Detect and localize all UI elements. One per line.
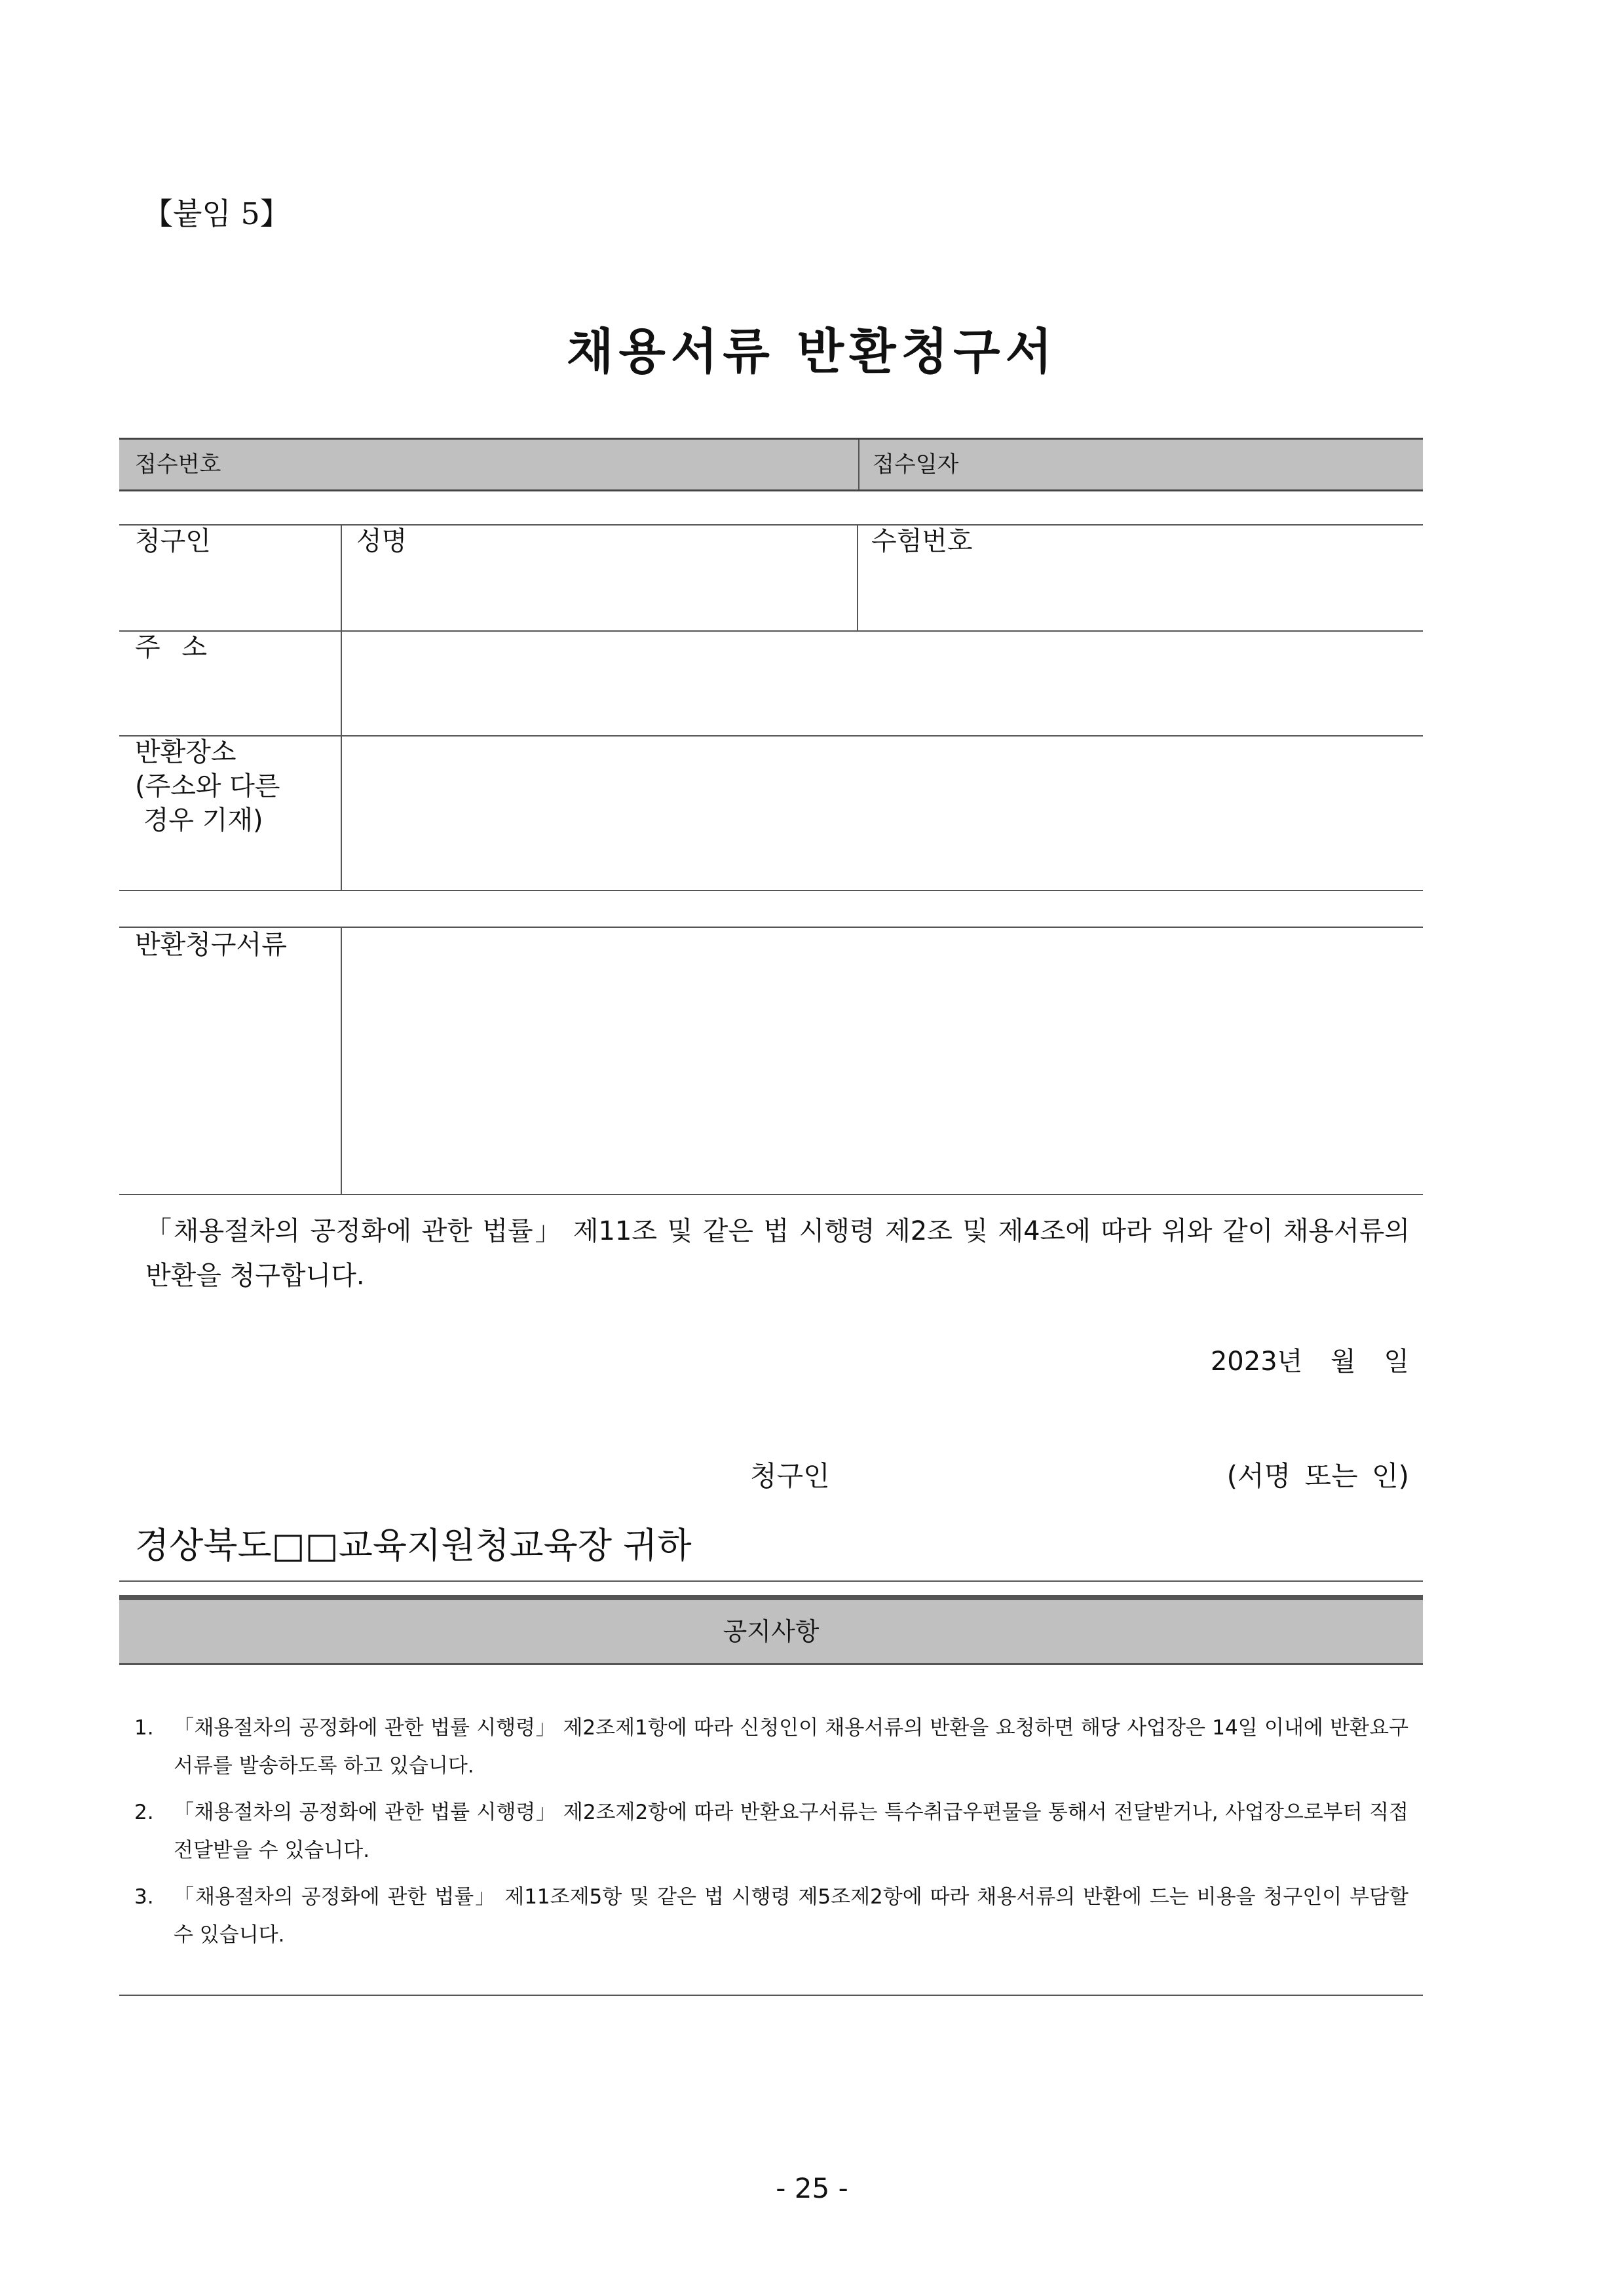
signature-field[interactable]: (서명 또는 인) <box>1226 1460 1409 1492</box>
page-number: - 25 - <box>776 2172 848 2204</box>
receipt-number-label: 접수번호 <box>135 451 221 478</box>
receipt-divider <box>858 440 859 489</box>
notice-item-number: 3. <box>134 1885 154 1909</box>
notice-item-number: 2. <box>134 1801 154 1824</box>
return-place-label-line2: (주소와 다른 <box>135 771 280 801</box>
notice-item-text: 「채용절차의 공정화에 관한 법률 시행령」 제2조제1항에 따라 신청인이 채용서류의 반환을 요청하면 해당 사업장은 14일 이내에 반환요구서류를 발송하도록 하고 있습니다. <box>174 1716 1408 1778</box>
exam-number-field[interactable] <box>858 564 1422 629</box>
notice-bottom-border <box>119 1995 1423 1996</box>
form-bottom-border <box>119 890 1423 891</box>
notice-header <box>119 1595 1423 1665</box>
notice-item <box>134 1878 1408 1954</box>
addressee-divider <box>119 1580 1423 1582</box>
applicant-label: 청구인 <box>135 526 211 556</box>
date-line: 2023년 월 일 <box>1210 1347 1409 1377</box>
address-field[interactable] <box>342 632 1422 734</box>
receipt-date-label: 접수일자 <box>873 451 959 478</box>
return-place-label-line1: 반환장소 <box>135 737 236 767</box>
addressee: 경상북도□□교육지원청교육장 귀하 <box>135 1525 692 1566</box>
notice-item <box>134 1793 1408 1869</box>
return-place-label-line3: 경우 기재) <box>135 805 263 835</box>
receipt-row <box>119 438 1423 491</box>
notice-item-number: 1. <box>134 1716 154 1740</box>
return-place-field[interactable] <box>342 737 1422 889</box>
page-title: 채용서류 반환청구서 <box>566 324 1058 380</box>
signer-label: 청구인 <box>750 1460 830 1492</box>
notice-item-text: 「채용절차의 공정화에 관한 법률 시행령」 제2조제2항에 따라 반환요구서류는 특수취급우편물을 통해서 전달받거나, 사업장으로부터 직접 전달받을 수 있습니다. <box>174 1801 1408 1862</box>
notice-item <box>134 1709 1408 1785</box>
attachment-label: 【붙임 5】 <box>143 196 290 231</box>
notice-header-label: 공지사항 <box>723 1617 820 1646</box>
documents-field[interactable] <box>342 928 1422 1193</box>
documents-label: 반환청구서류 <box>135 930 287 960</box>
name-label: 성명 <box>356 526 407 556</box>
request-statement: 「채용절차의 공정화에 관한 법률」 제11조 및 같은 법 시행령 제2조 및 제4조에 따라 위와 같이 채용서류의 반환을 청구합니다. <box>145 1216 1410 1291</box>
name-field[interactable] <box>342 564 856 629</box>
exam-number-label: 수험번호 <box>871 526 973 556</box>
form-top-border <box>119 524 1423 526</box>
address-label: 주 소 <box>135 632 207 662</box>
notice-item-text: 「채용절차의 공정화에 관한 법률」 제11조제5항 및 같은 법 시행령 제5조제2항에 따라 채용서류의 반환에 드는 비용을 청구인이 부담할 수 있습니다. <box>174 1885 1408 1947</box>
documents-bottom-border <box>119 1194 1423 1195</box>
